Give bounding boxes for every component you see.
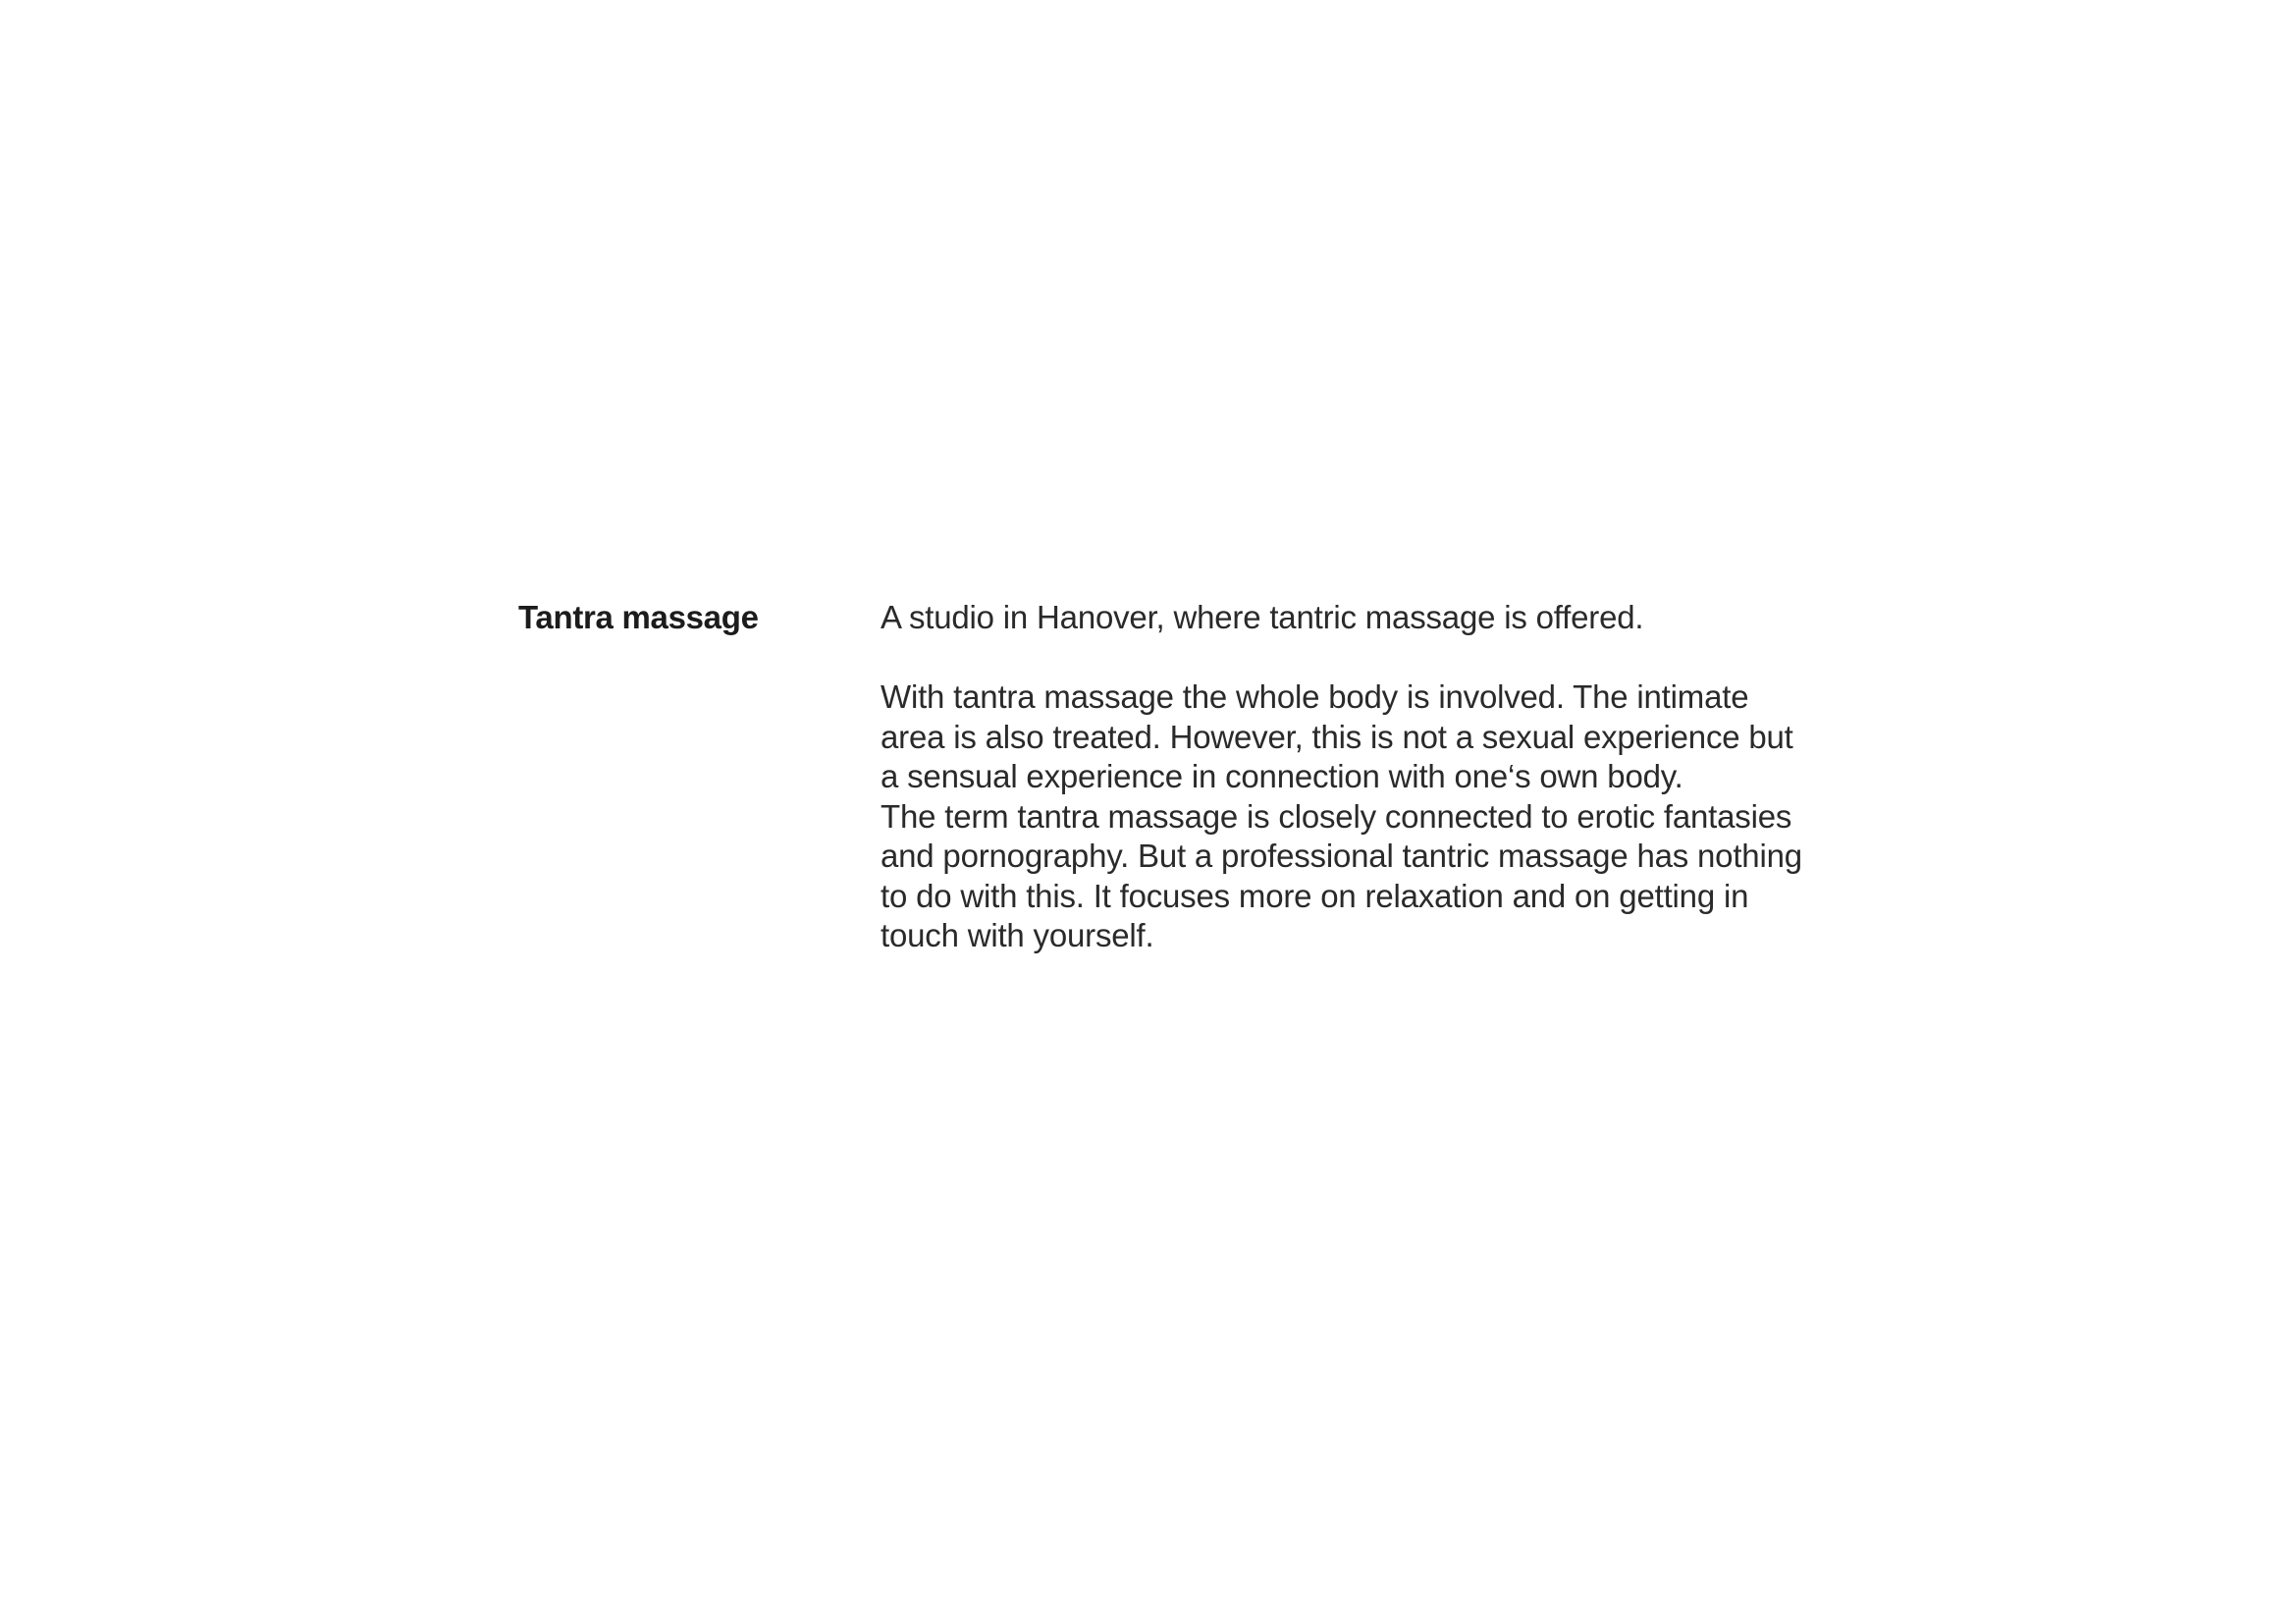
paragraph-line: a sensual experience in connection with one‘s own body. [881,758,1683,794]
description-paragraph [881,677,1862,956]
section-body [881,598,1862,956]
paragraph-line: The term tantra massage is closely connected to erotic fantasies [881,797,1792,835]
paragraph-line: area is also treated. However, this is not a sexual experience but [881,718,1793,755]
paragraph-line: With tantra massage the whole body is involved. The intimate [881,678,1749,715]
paragraph-line: touch with yourself. [881,917,1154,953]
intro-text: A studio in Hanover, where tantric massage is offered. [881,599,1644,635]
paragraph-line: to do with this. It focuses more on relaxation and on getting in [881,877,1749,914]
paragraph-line: and pornography. But a professional tantric massage has nothing [881,838,1802,874]
section-heading: Tantra massage [518,599,759,635]
